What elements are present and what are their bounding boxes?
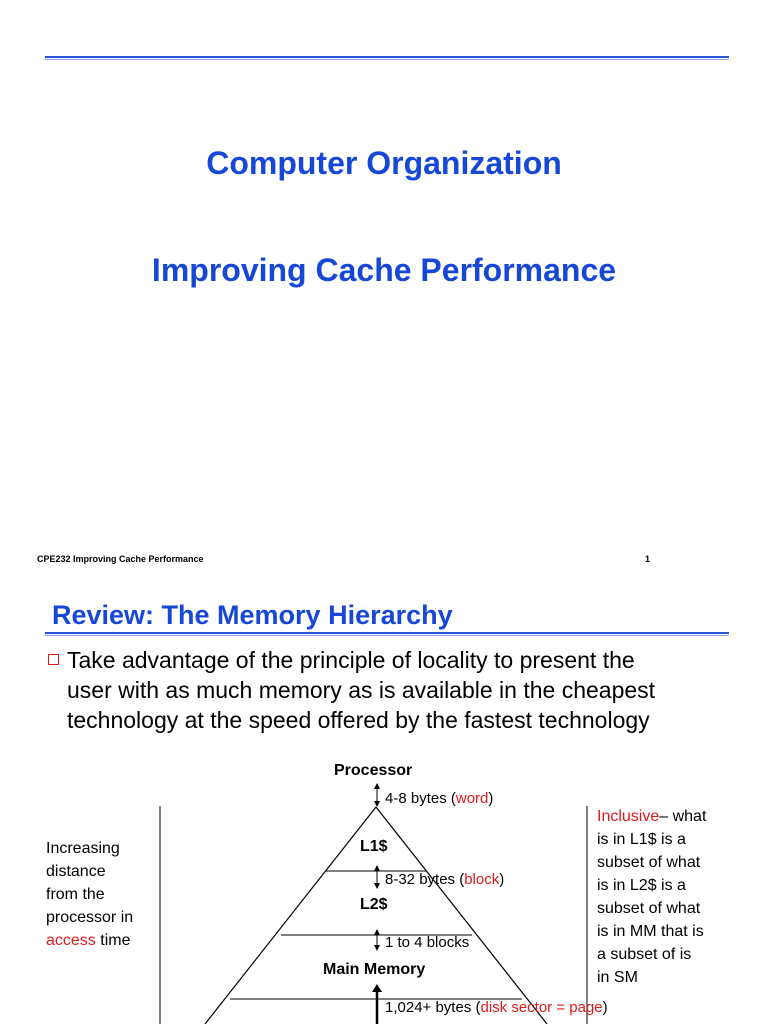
right-note: Inclusive– what is in L1$ is a subset of what is in L2$ is a subset of what is in MM that is a subset of is in SM [597, 808, 707, 986]
main-memory-label: Main Memory [323, 961, 426, 978]
footer-course: CPE232 Improving Cache Performance [37, 554, 204, 564]
transfer-l1-l2: 8-32 bytes (block) [385, 871, 505, 888]
pyramid-left-edge [205, 807, 376, 1024]
slide-subtitle: Improving Cache Performance [151, 252, 617, 288]
transfer-mm-sm: 1,024+ bytes (disk sector = page) [385, 999, 608, 1016]
l1-label: L1$ [360, 838, 388, 855]
bullet-line-3: technology at the speed offered by the fastest technology [67, 707, 650, 733]
slide2-heading: Review: The Memory Hierarchy [52, 600, 453, 630]
processor-label: Processor [334, 762, 413, 779]
page-number: 1 [645, 554, 651, 564]
l2-label: L2$ [360, 896, 388, 913]
bullet-line-2: user with as much memory as is available in the cheapest [67, 677, 656, 703]
left-note: Increasing distance from the processor in access time [46, 840, 134, 949]
slide-title: Computer Organization [206, 145, 562, 181]
transfer-proc-l1: 4-8 bytes (word) [385, 790, 494, 807]
bullet-line-1: Take advantage of the principle of locality to present the [67, 647, 635, 673]
transfer-l2-mm: 1 to 4 blocks [385, 934, 470, 951]
pyramid-right-edge [376, 807, 547, 1024]
